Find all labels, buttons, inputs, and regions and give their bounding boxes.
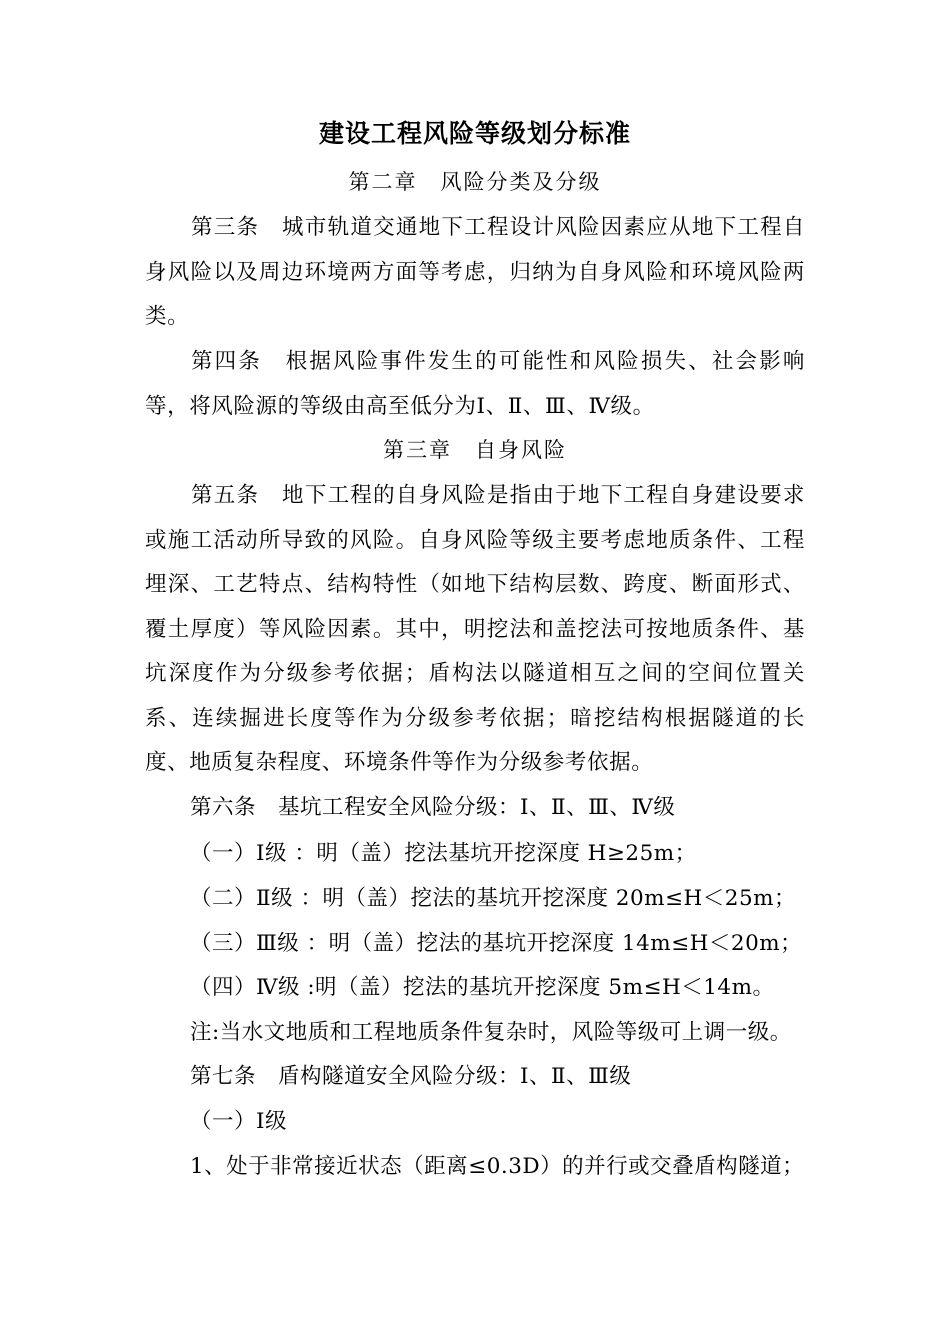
article-4-text: 第四条 根据风险事件发生的可能性和风险损失、社会影响等，将风险源的等级由高至低分为Ⅰ、Ⅱ、Ⅲ、Ⅳ级。 bbox=[145, 349, 805, 419]
article-6-item-1: （一）Ⅰ级 ：明（盖）挖法基坑开挖深度 H≥25m； bbox=[190, 841, 697, 866]
article-6-heading: 第六条 基坑工程安全风险分级：Ⅰ、Ⅱ、Ⅲ、Ⅳ级 bbox=[190, 795, 676, 820]
chapter-heading-2: 第二章 风险分类及分级 bbox=[348, 170, 602, 194]
article-6-item-3: （三）Ⅲ级 ：明（盖）挖法的基坑开挖深度 14m≤H＜20m； bbox=[190, 931, 803, 956]
chapter-heading-3: 第三章 自身风险 bbox=[383, 438, 567, 462]
article-3 bbox=[145, 206, 805, 340]
article-5 bbox=[145, 474, 805, 786]
article-6-item-2: （二）Ⅱ级 ：明（盖）挖法的基坑开挖深度 20m≤H＜25m； bbox=[190, 886, 797, 911]
article-5-text: 第五条 地下工程的自身风险是指由于地下工程自身建设要求或施工活动所导致的风险。自身风险等级主要考虑地质条件、工程埋深、工艺特点、结构特性（如地下结构层数、跨度、断面形式、覆土厚度）等风险因素。其中，明挖法和盖挖法可按地质条件、基坑深度作为分级参考依据；盾构法以隧道相互之间的空间位置关系、连续掘进长度等作为分级参考依据；暗挖结构根据隧道的长度、地质复杂程度、环境条件等作为分级参考依据。 bbox=[145, 483, 805, 775]
article-3-text: 第三条 城市轨道交通地下工程设计风险因素应从地下工程自身风险以及周边环境两方面等考虑，归纳为自身风险和环境风险两类。 bbox=[145, 215, 805, 329]
article-7-item-1: （一）Ⅰ级 bbox=[190, 1109, 287, 1134]
article-6-item-4: （四）Ⅳ级 :明（盖）挖法的基坑开挖深度 5m≤H＜14m。 bbox=[190, 975, 775, 1000]
article-4 bbox=[145, 340, 805, 429]
article-6-note: 注:当水文地质和工程地质条件复杂时，风险等级可上调一级。 bbox=[190, 1020, 792, 1045]
article-7-heading: 第七条 盾构隧道安全风险分级：Ⅰ、Ⅱ、Ⅲ级 bbox=[190, 1064, 632, 1089]
document-title: 建设工程风险等级划分标准 bbox=[318, 119, 631, 148]
article-7-item-1-1: 1、处于非常接近状态（距离≤0.3D）的并行或交叠盾构隧道； bbox=[190, 1154, 805, 1179]
